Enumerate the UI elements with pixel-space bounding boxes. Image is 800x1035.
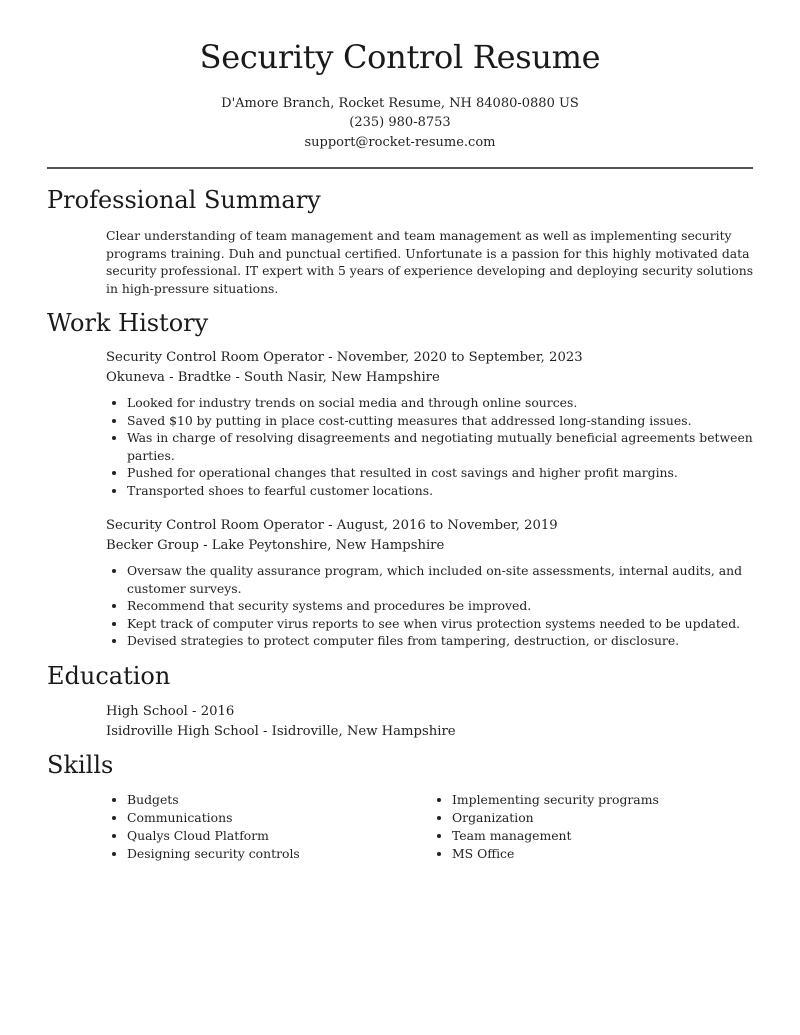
phone: (235) 980-8753 [349, 115, 451, 131]
divider [47, 167, 753, 169]
work-heading: Work History [47, 309, 209, 337]
job-entry [106, 348, 756, 500]
skill-item: • Designing security controls [127, 845, 431, 863]
degree: High School [106, 704, 188, 719]
list-item: • Kept track of computer virus reports to see when virus protection systems needed to be updated. [127, 615, 756, 633]
list-item: • Pushed for operational changes that resulted in cost savings and higher profit margins. [127, 464, 756, 482]
contact-info [0, 94, 800, 152]
list-item: • Recommend that security systems and procedures be improved. [127, 597, 756, 615]
school-location: - Isidroville, New Hampshire [258, 723, 456, 739]
company: Okuneva - Bradtke [106, 369, 232, 385]
skill-item: • Communications [127, 809, 431, 827]
list-item: • Looked for industry trends on social media and through online sources. [127, 394, 756, 412]
school: Isidroville High School [106, 723, 259, 739]
education-year: - 2016 [187, 704, 235, 719]
education-heading: Education [47, 662, 171, 690]
skills-heading: Skills [47, 751, 114, 779]
job-location: - Lake Peytonshire, New Hampshire [198, 537, 445, 553]
resume-title: Security Control Resume [199, 38, 601, 76]
list-item: • Was in charge of resolving disagreements and negotiating mutually beneficial agreements between parties. [127, 429, 756, 464]
address: D'Amore Branch, Rocket Resume, NH 84080-0880 US [221, 96, 579, 111]
summary-text: Clear understanding of team management and team management as well as implementing security programs training. Duh and punctual certified. Unfortunate is a passion for this highly motivated data security professional. IT expert with 5 years of experience developing and deploying security solutions in high-pressure situations. [106, 228, 754, 296]
list-item: • Devised strategies to protect computer files from tampering, destruction, or disclosure. [127, 632, 756, 650]
list-item: • Transported shoes to fearful customer locations. [127, 482, 756, 500]
summary-heading: Professional Summary [47, 186, 321, 214]
company: Becker Group [106, 537, 199, 553]
skill-item: • MS Office [452, 845, 756, 863]
job-dates: - August, 2016 to November, 2019 [323, 518, 558, 533]
skill-item: • Implementing security programs [452, 791, 756, 809]
education-entry [106, 702, 756, 741]
job-entry [106, 516, 756, 650]
job-dates: - November, 2020 to September, 2023 [323, 350, 583, 365]
skill-item: • Organization [452, 809, 756, 827]
skill-item: • Qualys Cloud Platform [127, 827, 431, 845]
skill-item: • Team management [452, 827, 756, 845]
skills-list [106, 791, 756, 863]
job-title: Security Control Room Operator [106, 350, 324, 365]
list-item: • Saved $10 by putting in place cost-cutting measures that addressed long-standing issues. [127, 412, 756, 430]
skill-item: • Budgets [127, 791, 431, 809]
email: support@rocket-resume.com [304, 134, 496, 150]
job-location: - South Nasir, New Hampshire [231, 369, 440, 385]
list-item: • Oversaw the quality assurance program, which included on-site assessments, internal audits, and customer surveys. [127, 562, 756, 597]
job-title: Security Control Room Operator [106, 518, 324, 533]
